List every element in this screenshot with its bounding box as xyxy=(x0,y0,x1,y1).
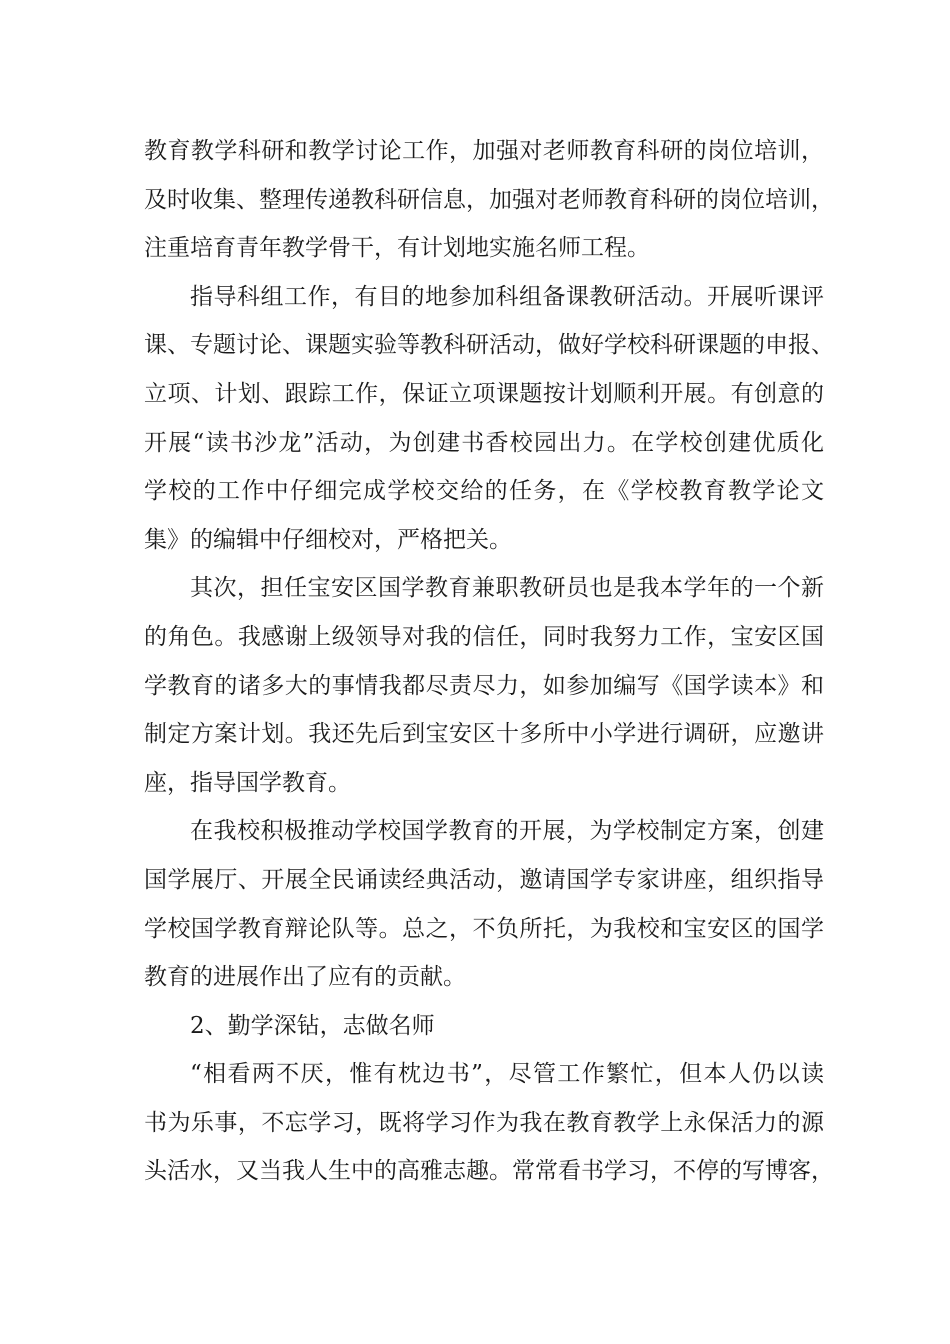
text-line: 制定方案计划。我还先后到宝安区十多所中小学进行调研，应邀讲 xyxy=(144,721,824,748)
text-line: 开展“读书沙龙”活动，为创建书香校园出力。在学校创建优质化 xyxy=(144,429,824,456)
paragraph-1 xyxy=(144,127,834,273)
document-body xyxy=(144,127,834,1196)
paragraph-4 xyxy=(144,807,824,1001)
text-line: 注重培育青年教学骨干，有计划地实施名师工程。 xyxy=(144,235,650,262)
text-line: 其次，担任宝安区国学教育兼职教研员也是我本学年的一个新 xyxy=(190,575,824,602)
text-line: 学校国学教育辩论队等。总之，不负所托，为我校和宝安区的国学 xyxy=(144,915,824,942)
text-line: 课、专题讨论、课题实验等教科研活动，做好学校科研课题的申报、 xyxy=(144,332,834,359)
text-line: “相看两不厌，惟有枕边书”，尽管工作繁忙，但本人仍以读 xyxy=(190,1061,824,1088)
text-line: 书为乐事，不忘学习，既将学习作为我在教育教学上永保活力的源 xyxy=(144,1109,824,1136)
text-line: 教育教学科研和教学讨论工作，加强对老师教育科研的岗位培训， xyxy=(144,138,824,164)
text-line: 的角色。我感谢上级领导对我的信任，同时我努力工作，宝安区国 xyxy=(144,623,824,650)
text-line: 国学展厅、开展全民诵读经典活动，邀请国学专家讲座，组织指导 xyxy=(144,866,824,893)
section-heading xyxy=(144,1002,824,1051)
paragraph-2 xyxy=(144,273,834,565)
text-line: 座，指导国学教育。 xyxy=(144,769,351,796)
paragraph-6 xyxy=(144,1050,834,1196)
text-line: 学校的工作中仔细完成学校交给的任务，在《学校教育教学论文 xyxy=(144,478,824,505)
text-line: 集》的编辑中仔细校对，严格把关。 xyxy=(144,526,512,553)
text-line: 立项、计划、跟踪工作，保证立项课题按计划顺利开展。有创意的 xyxy=(144,380,824,407)
section-heading-text: 2、勤学深钻，志做名师 xyxy=(190,1012,435,1039)
text-line: 学教育的诸多大的事情我都尽责尽力，如参加编写《国学读本》和 xyxy=(144,672,824,699)
text-line: 教育的进展作出了应有的贡献。 xyxy=(144,964,466,991)
text-line: 头活水，又当我人生中的高雅志趣。常常看书学习，不停的写博客， xyxy=(144,1158,834,1185)
text-line: 在我校积极推动学校国学教育的开展，为学校制定方案，创建 xyxy=(190,818,824,845)
text-line: 指导科组工作，有目的地参加科组备课教研活动。开展听课评 xyxy=(190,283,824,310)
text-line: 及时收集、整理传递教科研信息，加强对老师教育科研的岗位培训， xyxy=(144,186,834,213)
paragraph-3 xyxy=(144,564,824,807)
